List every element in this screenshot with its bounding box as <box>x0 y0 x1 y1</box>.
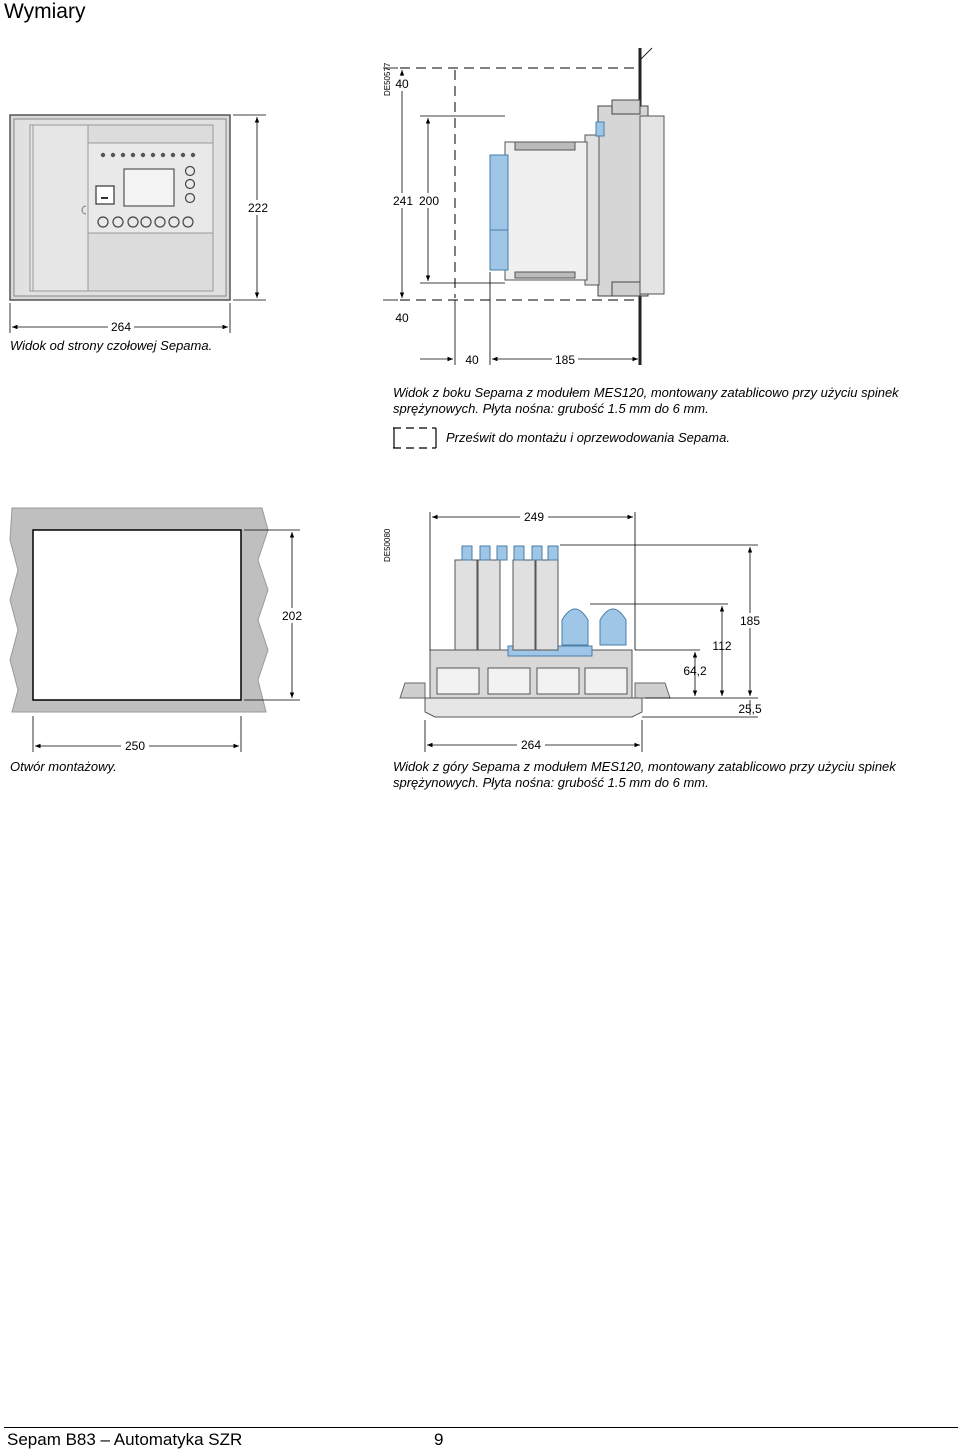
top-view-caption-line1: Widok z góry Sepama z modułem MES120, montowany zatablicowo przy użyciu spinek <box>393 759 896 774</box>
side-view-caption-line1: Widok z boku Sepama z modułem MES120, montowany zatablicowo przy użyciu spinek <box>393 385 899 400</box>
side-dim-body: 200 <box>418 194 440 208</box>
top-dim-width-top: 249 <box>523 510 545 524</box>
side-dim-depth: 185 <box>554 353 576 367</box>
cutout-height-label: 202 <box>281 609 303 623</box>
top-dim-112: 112 <box>712 639 732 653</box>
clearance-legend-symbol <box>393 428 436 448</box>
footer-document-title: Sepam B83 – Automatyka SZR <box>7 1430 243 1449</box>
top-dim-25: 25,5 <box>738 702 762 716</box>
top-view-code: DE50080 <box>383 528 392 562</box>
side-view-code: DE50577 <box>383 62 392 96</box>
side-view-caption-line2: sprężynowych. Płyta nośna: grubość 1.5 mm do 6 mm. <box>393 401 709 416</box>
cutout-drawing <box>10 508 303 752</box>
side-dim-total: 241 <box>392 194 414 208</box>
front-view-drawing <box>10 115 269 333</box>
footer-page-number: 9 <box>434 1430 444 1449</box>
side-dim-depth-front: 40 <box>465 353 479 367</box>
footer-divider <box>4 1427 958 1428</box>
display-screen <box>124 169 174 206</box>
cutout-caption: Otwór montażowy. <box>10 759 117 774</box>
front-height-label: 222 <box>247 201 269 215</box>
side-dim-bottom-margin: 40 <box>395 311 409 325</box>
top-dim-185: 185 <box>739 614 761 628</box>
page-title: Wymiary <box>4 0 86 23</box>
cutout-width-label: 250 <box>124 739 146 753</box>
side-dim-top-margin: 40 <box>395 77 409 91</box>
front-width-label: 264 <box>110 320 132 334</box>
port-icon <box>96 186 114 204</box>
clearance-legend-text: Prześwit do montażu i oprzewodowania Sepama. <box>446 430 730 445</box>
top-dim-width-bottom: 264 <box>520 738 542 752</box>
top-dim-64: 64,2 <box>683 664 707 678</box>
front-view-caption: Widok od strony czołowej Sepama. <box>10 338 213 353</box>
top-view-caption-line2: sprężynowych. Płyta nośna: grubość 1.5 mm do 6 mm. <box>393 775 709 790</box>
top-view-drawing <box>383 512 761 752</box>
